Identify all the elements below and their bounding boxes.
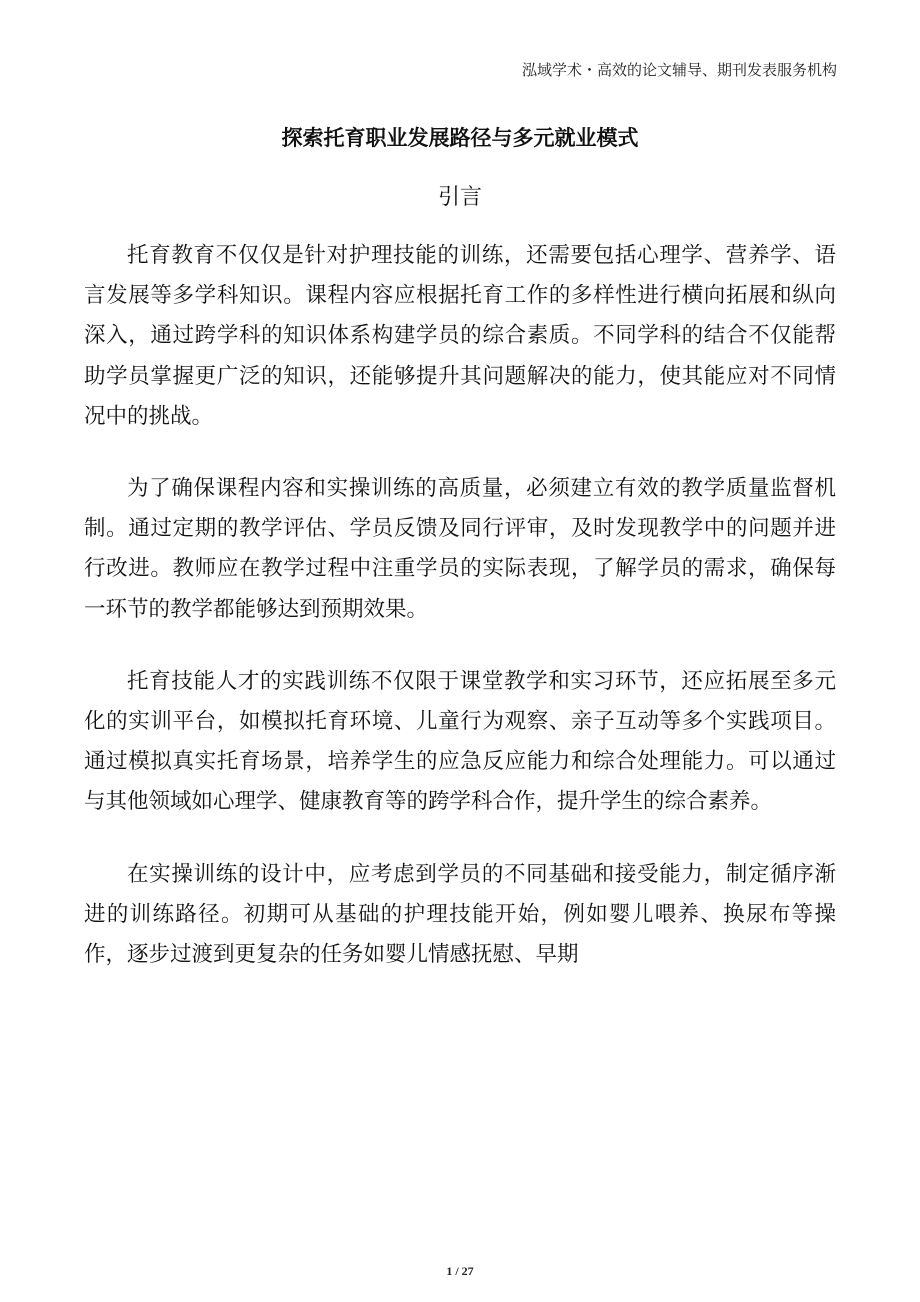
paragraph-1: 托育教育不仅仅是针对护理技能的训练，还需要包括心理学、营养学、语言发展等多学科知识。课程内容应根据托育工作的多样性进行横向拓展和纵向深入，通过跨学科的知识体系构建学员的综合素质。不同学科的结合不仅能帮助学员掌握更广泛的知识，还能够提升其问题解决的能力，使其能应对不同情况中的挑战。 <box>84 243 836 429</box>
document-body <box>84 236 836 1007</box>
document-title: 探索托育职业发展路径与多元就业模式 <box>281 126 639 150</box>
paragraph-2: 为了确保课程内容和实操训练的高质量，必须建立有效的教学质量监督机制。通过定期的教学评估、学员反馈及同行评审，及时发现教学中的问题并进行改进。教师应在教学过程中注重学员的实际表现，了解学员的需求，确保每一环节的教学都能够达到预期效果。 <box>84 476 836 622</box>
page-header: 泓域学术・高效的论文辅导、期刊发表服务机构 <box>521 61 837 79</box>
paragraph-4: 在实操训练的设计中，应考虑到学员的不同基础和接受能力，制定循序渐进的训练路径。初期可从基础的护理技能开始，例如婴儿喂养、换尿布等操作，逐步过渡到更复杂的任务如婴儿情感抚慰、早期 <box>84 861 836 968</box>
page-number: 1 / 27 <box>446 1264 474 1278</box>
paragraph-3: 托育技能人才的实践训练不仅限于课堂教学和实习环节，还应拓展至多元化的实训平台，如模拟托育环境、儿童行为观察、亲子互动等多个实践项目。通过模拟真实托育场景，培养学生的应急反应能力和综合处理能力。可以通过与其他领域如心理学、健康教育等的跨学科合作，提升学生的综合素养。 <box>84 668 836 815</box>
section-heading: 引言 <box>437 185 482 210</box>
